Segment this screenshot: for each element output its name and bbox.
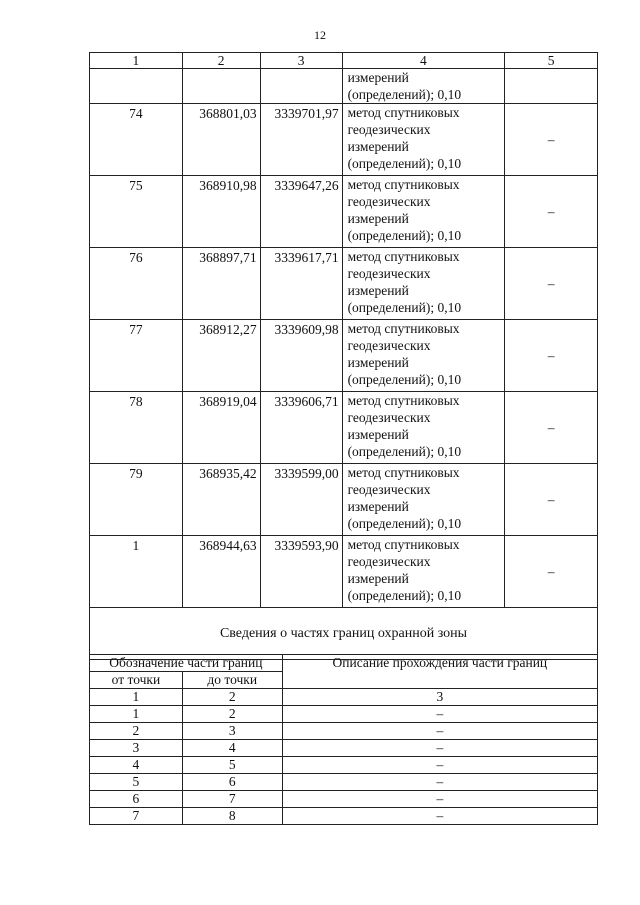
from-point: 7 bbox=[90, 808, 183, 825]
table-row bbox=[90, 536, 598, 608]
method-description: метод спутниковых геодезических измерений (определений); 0,10 bbox=[342, 392, 505, 464]
table-row bbox=[90, 757, 598, 774]
designation-header: Обозначение части границ bbox=[90, 655, 283, 672]
part-description: – bbox=[282, 706, 597, 723]
from-point: 3 bbox=[90, 740, 183, 757]
column-header-4: 4 bbox=[342, 53, 505, 69]
coordinate-y: 3339647,26 bbox=[260, 176, 342, 248]
part-description: – bbox=[282, 740, 597, 757]
note: – bbox=[505, 392, 598, 464]
column-header-2: 2 bbox=[182, 53, 260, 69]
parts-header-row bbox=[90, 655, 598, 672]
point-number: 79 bbox=[90, 464, 183, 536]
from-point-header: от точки bbox=[90, 672, 183, 689]
table-row bbox=[90, 774, 598, 791]
table-row bbox=[90, 723, 598, 740]
from-point: 5 bbox=[90, 774, 183, 791]
column-header-3: 3 bbox=[260, 53, 342, 69]
point-number: 76 bbox=[90, 248, 183, 320]
from-point: 1 bbox=[90, 706, 183, 723]
method-description: метод спутниковых геодезических измерений (определений); 0,10 bbox=[342, 464, 505, 536]
note: – bbox=[505, 248, 598, 320]
column-header-5: 5 bbox=[505, 53, 598, 69]
to-point: 5 bbox=[182, 757, 282, 774]
to-point: 7 bbox=[182, 791, 282, 808]
table-cell bbox=[505, 69, 598, 104]
method-description: метод спутниковых геодезических измерений (определений); 0,10 bbox=[342, 176, 505, 248]
table-row bbox=[90, 392, 598, 464]
table-row bbox=[90, 176, 598, 248]
table-cell bbox=[90, 69, 183, 104]
section-title: Сведения о частях границ охранной зоны bbox=[90, 608, 598, 660]
to-point: 8 bbox=[182, 808, 282, 825]
coordinate-y: 3339617,71 bbox=[260, 248, 342, 320]
coordinate-y: 3339599,00 bbox=[260, 464, 342, 536]
note: – bbox=[505, 464, 598, 536]
point-number: 77 bbox=[90, 320, 183, 392]
parts-index-row bbox=[90, 689, 598, 706]
note: – bbox=[505, 176, 598, 248]
note: – bbox=[505, 536, 598, 608]
coordinates-table bbox=[89, 52, 598, 660]
table-row bbox=[90, 248, 598, 320]
table-cell bbox=[260, 69, 342, 104]
method-description: метод спутниковых геодезических измерений (определений); 0,10 bbox=[342, 320, 505, 392]
index-cell: 3 bbox=[282, 689, 597, 706]
from-point: 6 bbox=[90, 791, 183, 808]
to-point: 2 bbox=[182, 706, 282, 723]
table-row bbox=[90, 791, 598, 808]
continuation-method: измерений (определений); 0,10 bbox=[342, 69, 505, 104]
coordinate-x: 368912,27 bbox=[182, 320, 260, 392]
coordinate-x: 368910,98 bbox=[182, 176, 260, 248]
index-cell: 2 bbox=[182, 689, 282, 706]
description-header: Описание прохождения части границ bbox=[282, 655, 597, 689]
part-description: – bbox=[282, 757, 597, 774]
table-row bbox=[90, 808, 598, 825]
method-description: метод спутниковых геодезических измерений (определений); 0,10 bbox=[342, 104, 505, 176]
coordinate-x: 368935,42 bbox=[182, 464, 260, 536]
column-header-1: 1 bbox=[90, 53, 183, 69]
continuation-row bbox=[90, 69, 598, 104]
part-description: – bbox=[282, 723, 597, 740]
from-point: 2 bbox=[90, 723, 183, 740]
point-number: 78 bbox=[90, 392, 183, 464]
method-description: метод спутниковых геодезических измерений (определений); 0,10 bbox=[342, 248, 505, 320]
coordinate-x: 368944,63 bbox=[182, 536, 260, 608]
part-description: – bbox=[282, 791, 597, 808]
note: – bbox=[505, 104, 598, 176]
to-point: 6 bbox=[182, 774, 282, 791]
table-row bbox=[90, 320, 598, 392]
to-point: 4 bbox=[182, 740, 282, 757]
to-point-header: до точки bbox=[182, 672, 282, 689]
table-row bbox=[90, 104, 598, 176]
to-point: 3 bbox=[182, 723, 282, 740]
table-cell bbox=[182, 69, 260, 104]
boundary-parts-table bbox=[89, 654, 598, 825]
index-cell: 1 bbox=[90, 689, 183, 706]
page-number: 12 bbox=[314, 28, 326, 42]
point-number: 1 bbox=[90, 536, 183, 608]
coordinate-x: 368801,03 bbox=[182, 104, 260, 176]
coordinate-x: 368897,71 bbox=[182, 248, 260, 320]
coordinate-y: 3339606,71 bbox=[260, 392, 342, 464]
coordinate-y: 3339609,98 bbox=[260, 320, 342, 392]
from-point: 4 bbox=[90, 757, 183, 774]
table-row bbox=[90, 464, 598, 536]
part-description: – bbox=[282, 774, 597, 791]
coordinate-y: 3339593,90 bbox=[260, 536, 342, 608]
section-title-row bbox=[90, 608, 598, 660]
coordinate-x: 368919,04 bbox=[182, 392, 260, 464]
coordinates-header-row bbox=[90, 53, 598, 69]
table-row bbox=[90, 706, 598, 723]
point-number: 74 bbox=[90, 104, 183, 176]
table-row bbox=[90, 740, 598, 757]
method-description: метод спутниковых геодезических измерений (определений); 0,10 bbox=[342, 536, 505, 608]
point-number: 75 bbox=[90, 176, 183, 248]
coordinate-y: 3339701,97 bbox=[260, 104, 342, 176]
note: – bbox=[505, 320, 598, 392]
part-description: – bbox=[282, 808, 597, 825]
